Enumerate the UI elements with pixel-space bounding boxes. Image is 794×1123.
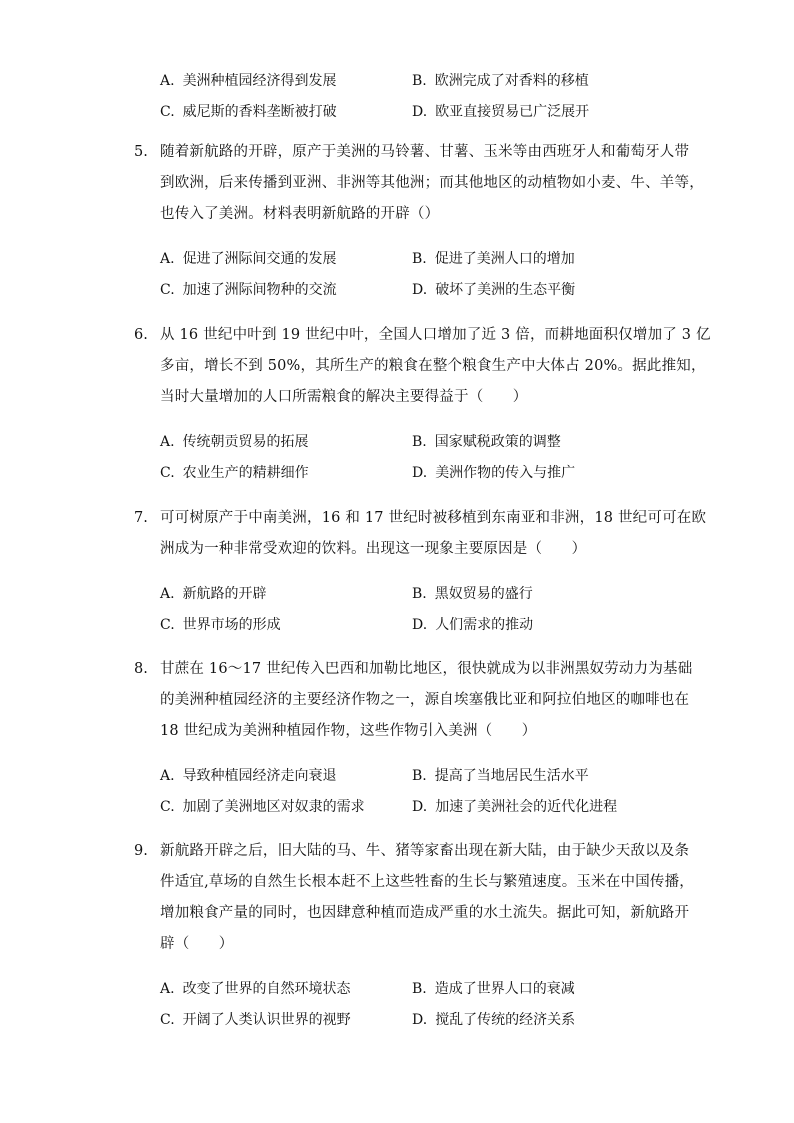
option-text: 促进了美洲人口的增加	[434, 250, 575, 267]
option-key: D.	[412, 281, 428, 298]
option-row	[160, 790, 680, 821]
option-b	[412, 765, 664, 785]
stem-line: 的美洲种植园经济的主要经济作物之一，源自埃塞俄比亚和阿拉伯地区的咖啡也在	[160, 692, 690, 708]
option-key: C.	[160, 103, 175, 120]
option-d	[412, 796, 664, 816]
option-row	[160, 95, 680, 126]
question-stem	[160, 320, 711, 413]
option-c	[160, 614, 412, 634]
option-key: A.	[160, 250, 175, 267]
option-text: 世界市场的形成	[182, 616, 281, 633]
option-key: A.	[160, 433, 175, 450]
question-9	[134, 836, 694, 1034]
option-text: 欧亚直接贸易已广泛展开	[435, 103, 590, 120]
option-text: 人们需求的推动	[435, 616, 534, 633]
option-a	[160, 765, 412, 785]
option-d	[412, 462, 664, 482]
option-row	[160, 425, 680, 456]
option-row	[160, 577, 680, 608]
option-key: D.	[412, 1011, 428, 1028]
question-5	[134, 137, 704, 304]
option-a	[160, 431, 412, 451]
option-text: 新航路的开辟	[182, 585, 267, 602]
question-number: 9.	[134, 843, 148, 859]
option-key: B.	[412, 250, 427, 267]
question-stem	[160, 654, 693, 747]
option-text: 加速了美洲社会的近代化进程	[435, 798, 618, 815]
option-text: 改变了世界的自然环境状态	[182, 980, 351, 997]
question-number: 5.	[134, 144, 148, 160]
option-key: A.	[160, 980, 175, 997]
option-a	[160, 248, 412, 268]
option-text: 农业生产的精耕细作	[182, 464, 309, 481]
stem-line: 辟（ ）	[160, 936, 234, 952]
option-c	[160, 1009, 412, 1029]
option-d	[412, 614, 664, 634]
option-key: A.	[160, 767, 175, 784]
question-stem	[160, 137, 704, 230]
option-text: 欧洲完成了对香料的移植	[434, 72, 589, 89]
option-key: B.	[412, 980, 427, 997]
option-key: A.	[160, 72, 175, 89]
option-d	[412, 101, 664, 121]
option-b	[412, 583, 664, 603]
question-stem	[160, 836, 695, 960]
option-text: 促进了洲际间交通的发展	[182, 250, 337, 267]
option-text: 造成了世界人口的衰减	[434, 980, 575, 997]
option-text: 加速了洲际间物种的交流	[182, 281, 337, 298]
stem-line: 多亩，增长不到 50%，其所生产的粮食在整个粮食生产中大体占 20%。据此推知，	[160, 358, 706, 374]
option-c	[160, 796, 412, 816]
option-c	[160, 462, 412, 482]
stem-line: 甘蔗在 16～17 世纪传入巴西和加勒比地区，很快就成为以非洲黑奴劳动力为基础	[160, 661, 693, 677]
option-c	[160, 279, 412, 299]
option-text: 传统朝贡贸易的拓展	[182, 433, 309, 450]
stem-line: 随着新航路的开辟，原产于美洲的马铃薯、甘薯、玉米等由西班牙人和葡萄牙人带	[160, 144, 690, 160]
option-a	[160, 583, 412, 603]
question-number: 6.	[134, 327, 148, 343]
option-key: C.	[160, 798, 175, 815]
option-row	[160, 273, 680, 304]
option-key: B.	[412, 72, 427, 89]
option-text: 威尼斯的香料垄断被打破	[182, 103, 337, 120]
question-8	[134, 654, 694, 821]
stem-line: 增加粮食产量的同时，也因肆意种植而造成严重的水土流失。据此可知，新航路开	[160, 905, 690, 921]
option-key: A.	[160, 585, 175, 602]
option-key: B.	[412, 585, 427, 602]
stem-line: 洲成为一种非常受欢迎的饮料。出现这一现象主要原因是（ ）	[160, 541, 587, 557]
option-d	[412, 279, 664, 299]
question-options	[160, 425, 680, 487]
option-row	[160, 64, 680, 95]
option-a	[160, 978, 412, 998]
option-row	[160, 972, 680, 1003]
option-b	[412, 978, 664, 998]
option-text: 黑奴贸易的盛行	[434, 585, 533, 602]
stem-line: 新航路开辟之后，旧大陆的马、牛、猪等家畜出现在新大陆，由于缺少天敌以及条	[160, 843, 690, 859]
option-d	[412, 1009, 664, 1029]
option-row	[160, 608, 680, 639]
question-options	[160, 759, 680, 821]
option-key: C.	[160, 281, 175, 298]
stem-line: 到欧洲，后来传播到亚洲、非洲等其他洲；而其他地区的动植物如小麦、牛、羊等，	[160, 175, 704, 191]
option-text: 搅乱了传统的经济关系	[435, 1011, 576, 1028]
option-key: D.	[412, 103, 428, 120]
option-row	[160, 759, 680, 790]
question-6	[134, 320, 711, 487]
option-text: 破坏了美洲的生态平衡	[435, 281, 576, 298]
stem-line: 可可树原产于中南美洲，16 和 17 世纪时被移植到东南亚和非洲，18 世纪可可在欧	[160, 510, 707, 526]
question-options	[160, 242, 680, 304]
option-text: 国家赋税政策的调整	[434, 433, 561, 450]
option-a	[160, 70, 412, 90]
option-text: 提高了当地居民生活水平	[434, 767, 589, 784]
question-options	[160, 577, 680, 639]
option-b	[412, 70, 664, 90]
previous-question-options	[160, 64, 680, 126]
option-row	[160, 242, 680, 273]
option-text: 开阔了人类认识世界的视野	[182, 1011, 351, 1028]
option-c	[160, 101, 412, 121]
question-number: 7.	[134, 510, 148, 526]
stem-line: 从 16 世纪中叶到 19 世纪中叶，全国人口增加了近 3 倍，而耕地面积仅增加了 3 亿	[160, 327, 711, 343]
stem-line: 18 世纪成为美洲种植园作物，这些作物引入美洲（ ）	[160, 723, 537, 739]
option-key: C.	[160, 616, 175, 633]
option-text: 加剧了美洲地区对奴隶的需求	[182, 798, 365, 815]
option-key: D.	[412, 464, 428, 481]
option-key: D.	[412, 616, 428, 633]
question-stem	[160, 503, 707, 565]
option-row	[160, 456, 680, 487]
option-b	[412, 248, 664, 268]
option-key: B.	[412, 767, 427, 784]
stem-line: 件适宜,草场的自然生长根本赶不上这些牲畜的生长与繁殖速度。玉米在中国传播，	[160, 874, 695, 890]
question-number: 8.	[134, 661, 148, 677]
option-b	[412, 431, 664, 451]
option-text: 美洲作物的传入与推广	[435, 464, 576, 481]
option-text: 美洲种植园经济得到发展	[182, 72, 337, 89]
stem-line: 当时大量增加的人口所需粮食的解决主要得益于（ ）	[160, 389, 528, 405]
stem-line: 也传入了美洲。材料表明新航路的开辟（）	[160, 206, 440, 222]
question-options	[160, 972, 680, 1034]
question-7	[134, 503, 707, 639]
option-key: B.	[412, 433, 427, 450]
option-key: D.	[412, 798, 428, 815]
option-key: C.	[160, 464, 175, 481]
option-key: C.	[160, 1011, 175, 1028]
option-row	[160, 1003, 680, 1034]
option-text: 导致种植园经济走向衰退	[182, 767, 337, 784]
